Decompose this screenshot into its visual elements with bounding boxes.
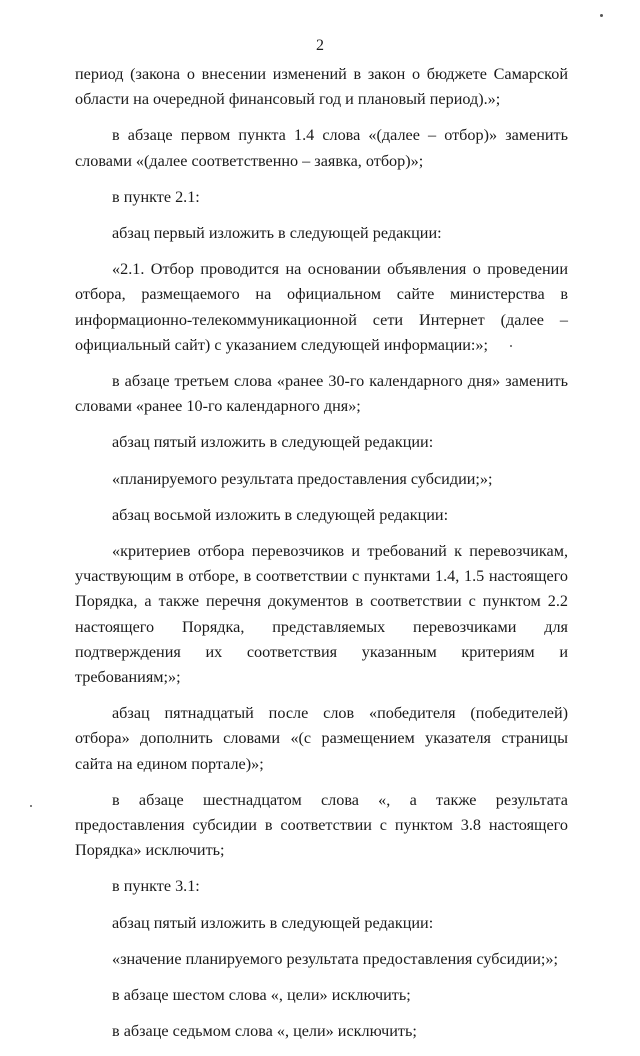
paragraph: «планируемого результата предоставления субсидии;»; xyxy=(112,469,493,488)
paragraph: в пункте 2.1: xyxy=(112,187,200,206)
paragraph: в абзаце шестом слова «, цели» исключить; xyxy=(112,986,411,1005)
scan-speck xyxy=(30,805,32,807)
paragraph: в абзаце третьем слова «ранее 30-го календарного дня» заменить словами «ранее 10-го календарного дня»; xyxy=(75,372,568,416)
page-number: 2 xyxy=(316,37,324,54)
paragraph: «критериев отбора перевозчиков и требований к перевозчикам, участвующим в отборе, в соответствии с пунктами 1.4, 1.5 настоящего Порядка, а также перечня документов в соответствии с пунктом 2.2 настоящего Порядка, представляемых перевозчиками для подтверждения их соответствия указанным критериям и требованиям;»; xyxy=(75,542,568,687)
paragraph: абзац пятый изложить в следующей редакции: xyxy=(112,913,434,932)
paragraph: в абзаце первом пункта 1.4 слова «(далее – отбор)» заменить словами «(далее соответственно – заявка, отбор)»; xyxy=(75,126,568,170)
paragraph: абзац восьмой изложить в следующей редакции: xyxy=(112,505,449,524)
paragraph: абзац первый изложить в следующей редакции: xyxy=(112,224,442,243)
scan-speck xyxy=(510,345,512,347)
paragraph: в абзаце седьмом слова «, цели» исключить; xyxy=(112,1022,417,1041)
paragraph: абзац пятый изложить в следующей редакции: xyxy=(112,433,434,452)
paragraph: «значение планируемого результата предоставления субсидии;»; xyxy=(112,949,558,968)
document-body xyxy=(75,62,568,1056)
paragraph: в абзаце шестнадцатом слова «, а также результата предоставления субсидии в соответствии с пунктом 3.8 настоящего Порядка» исключить; xyxy=(75,790,568,860)
scan-speck xyxy=(600,14,603,17)
paragraph-continuation: период (закона о внесении изменений в закон о бюджете Самарской области на очередной финансовый год и плановый период).»; xyxy=(75,65,568,109)
paragraph: абзац пятнадцатый после слов «победителя (победителей) отбора» дополнить словами «(с размещением указателя страницы сайта на едином портале)»; xyxy=(75,704,568,773)
paragraph: в пункте 3.1: xyxy=(112,877,200,896)
paragraph: «2.1. Отбор проводится на основании объявления о проведении отбора, размещаемого на официальном сайте министерства в информационно-телекоммуникационной сети Интернет (далее – официальный сайт) с указанием следующей информации:»; xyxy=(75,260,568,354)
